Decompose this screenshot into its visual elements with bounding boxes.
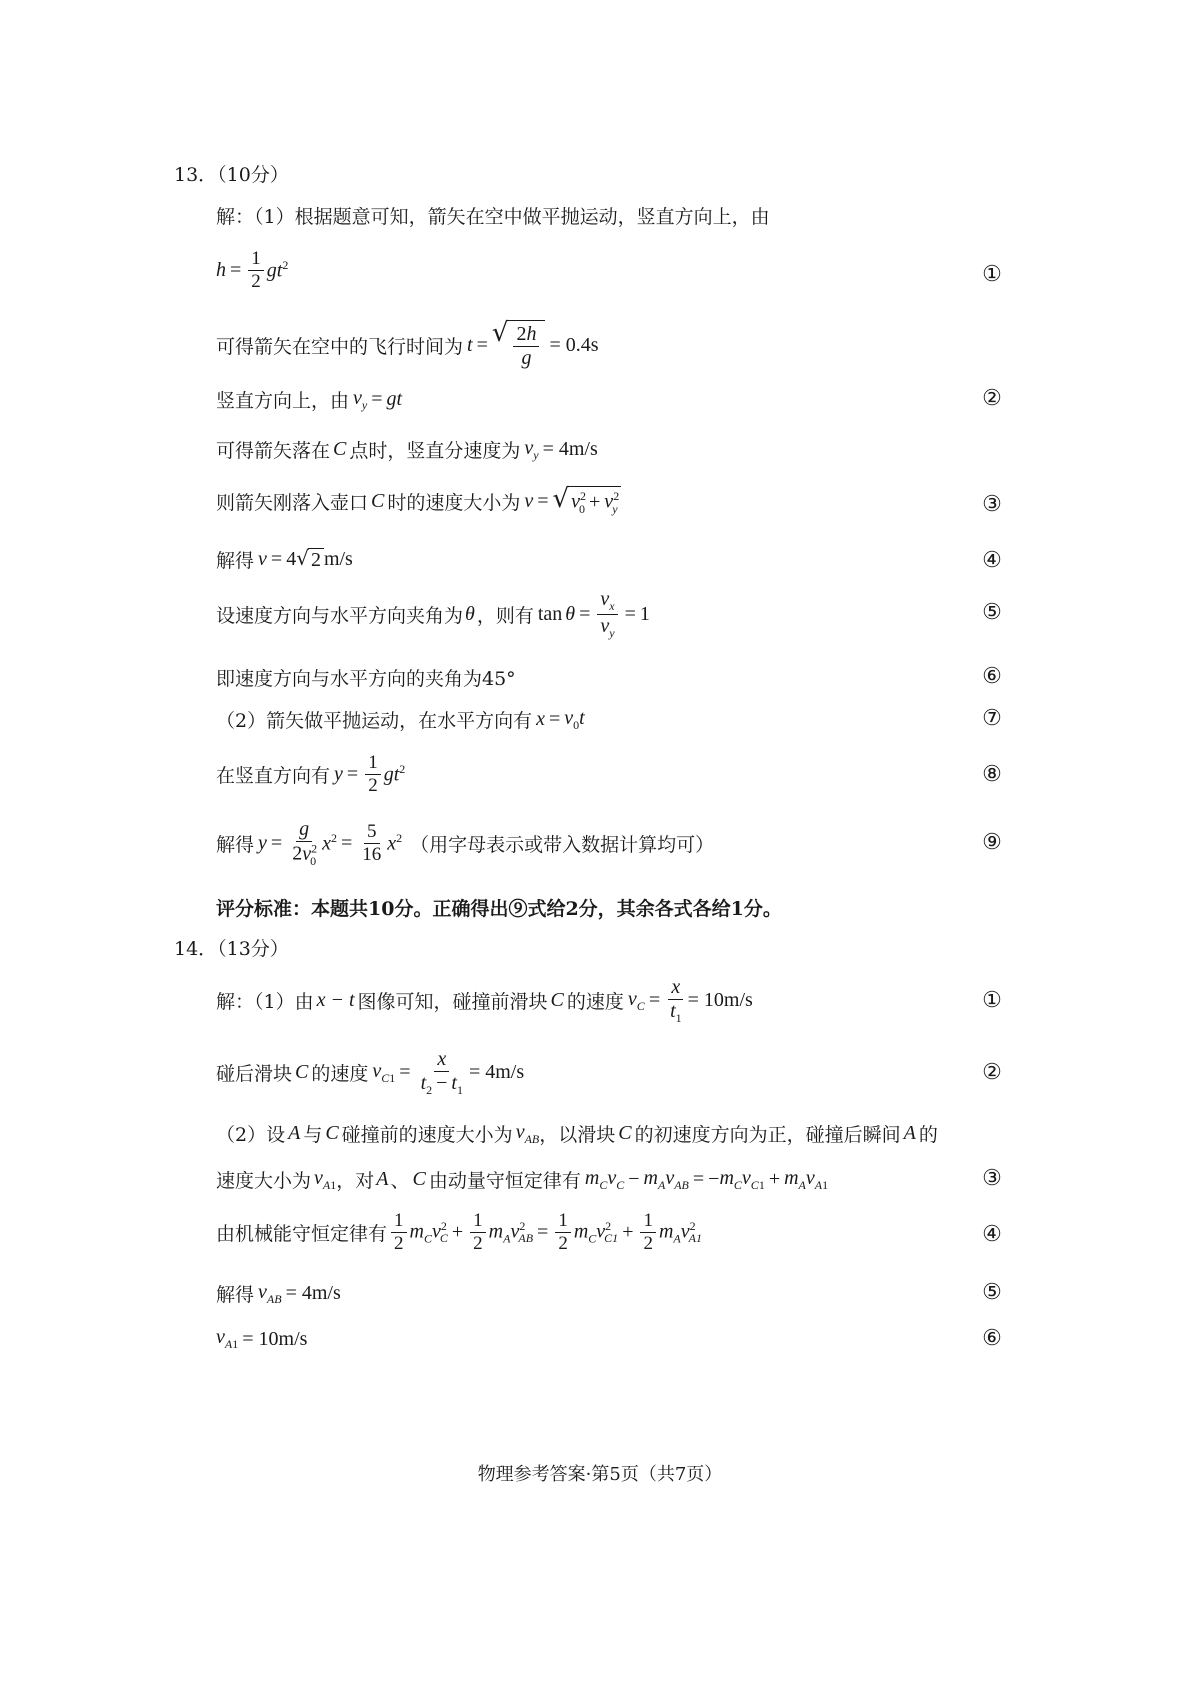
q14-eq2: 碰后滑块 C 的速度 $v_{C1}$ = $\frac{x}{t_2 - t_1}$ = 4m/s <box>216 1048 525 1097</box>
marker-9: ⑨ <box>982 830 1002 855</box>
q13-eq-time: 可得箭矢在空中的飞行时间为 t = √ $\frac{2h}{g}$ = 0.4s <box>216 318 599 369</box>
q14-part2: （2）设 A 与 C 碰撞前的速度大小为 $v_{AB}$ ，以滑块 C 的初速度方向为正，碰撞后瞬间 A 的 <box>216 1120 938 1146</box>
q13-eq1: h = $\frac{1}{2}$ $gt^2$ <box>216 248 289 292</box>
q14-marker-2: ② <box>982 1060 1002 1085</box>
marker-1: ① <box>982 262 1002 287</box>
q14-eq1: 解：（1）由 x − t 图像可知，碰撞前滑块 C 的速度 $v_C$ = $\frac{x}{t_1}$ = 10m/s <box>216 976 753 1025</box>
marker-4: ④ <box>982 548 1002 573</box>
marker-2: ② <box>982 386 1002 411</box>
q13-intro: 解：（1）根据题意可知，箭矢在空中做平抛运动，竖直方向上，由 <box>216 206 770 228</box>
q13-vy-speed: 可得箭矢落在 C 点时，竖直分速度为 $v_y$ = 4m/s <box>216 436 598 462</box>
q13-heading: 13．（10分） <box>174 164 289 186</box>
q14-marker-1: ① <box>982 988 1002 1013</box>
q14-marker-5: ⑤ <box>982 1280 1002 1305</box>
marker-7: ⑦ <box>982 706 1002 731</box>
marker-3: ③ <box>982 492 1002 517</box>
q13-eq3: 则箭矢刚落入壶口 C 时的速度大小为 v = √ $v^2_0$ + $v^2_y$ <box>216 484 620 516</box>
page-footer: 物理参考答案·第5页（共7页） <box>477 1464 723 1485</box>
q14-eq5: 解得 $v_{AB}$ = 4m/s <box>216 1280 341 1306</box>
q14-eq6: $v_{A1}$ = 10m/s <box>216 1326 308 1351</box>
q13-eq9: 解得 y = $\frac{g}{2v^2_0}$ $x^2$ = $\frac{5}{16}$ $x^2$ （用字母表示或带入数据计算均可） <box>216 818 715 868</box>
q13-eq2: 竖直方向上，由 $v_y$ = gt <box>216 386 403 412</box>
marker-8: ⑧ <box>982 762 1002 787</box>
q14-marker-4: ④ <box>982 1222 1002 1247</box>
q14-marker-6: ⑥ <box>982 1326 1002 1351</box>
q14-marker-3: ③ <box>982 1166 1002 1191</box>
q14-eq3: 速度大小为 $v_{A1}$ ，对 A 、 C 由动量守恒定律有 $m_Cv_C$ − $m_Av_{AB}$ = − $m_Cv_{C1}$ + $m_Av_{A1}$ <box>216 1166 829 1192</box>
q13-eq6: 即速度方向与水平方向的夹角为45° <box>216 668 516 690</box>
q14-heading: 14．（13分） <box>174 938 289 960</box>
q13-eq7: （2）箭矢做平抛运动，在水平方向有 x = $v_0t$ <box>216 706 585 732</box>
q13-eq4: 解得 v = 4 √ 2 m/s <box>216 545 353 572</box>
marker-6: ⑥ <box>982 664 1002 689</box>
q13-eq5: 设速度方向与水平方向夹角为 θ ，则有 tan θ = $\frac{v_x}{v_y}$ = 1 <box>216 588 650 640</box>
marker-5: ⑤ <box>982 600 1002 625</box>
q14-eq4: 由机械能守恒定律有 $\frac{1}{2}$ $m_Cv^2_C$ + $\frac{1}{2}$ $m_Av^2_{AB}$ = $\frac{1}{2}$ $m_Cv^2_{C1}$ + $\frac{1}{2}$ $m_Av^2_{A1}$ <box>216 1210 702 1254</box>
q13-eq8: 在竖直方向有 y = $\frac{1}{2}$ $gt^2$ <box>216 752 406 796</box>
q13-scoring: 评分标准：本题共10分。正确得出⑨式给2分，其余各式各给1分。 <box>216 898 782 920</box>
